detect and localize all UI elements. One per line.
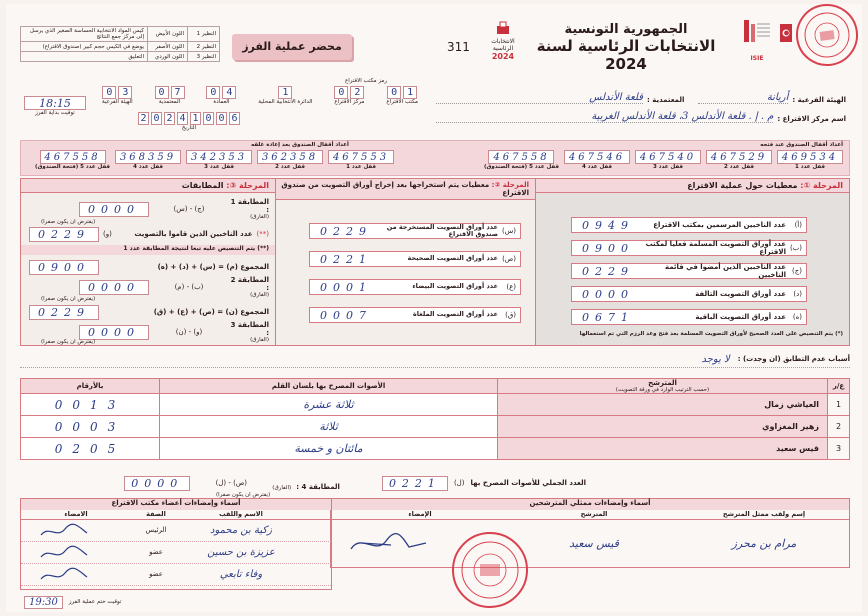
lock-value: 342353 [186, 150, 252, 164]
candidate-name: العياشي زمال [498, 394, 828, 416]
col-words: الأصوات المصرح بها بلسان القلم [160, 379, 498, 394]
lock-group [706, 150, 772, 170]
total-label: العدد الجملي للأصوات المصرح بها [470, 478, 586, 487]
legend-row [21, 27, 220, 42]
date-digit: 0 [216, 112, 227, 125]
stage1-item-key: (ه) [792, 312, 802, 321]
legend-row [21, 52, 220, 62]
start-time-value: 18:15 [24, 96, 86, 110]
total-key: (ل) [453, 478, 465, 487]
lock-value: 469534 [777, 150, 843, 164]
code-digit: 3 [118, 86, 132, 99]
lock-label: قفل عدد 3 [653, 164, 683, 170]
legend-color: اللون الوردي [148, 52, 188, 62]
code-digits [387, 86, 417, 99]
legend-desc: التعليق [21, 52, 148, 62]
member-signature [21, 521, 131, 541]
stage1-item-key: (أ) [794, 220, 802, 229]
end-time-block [24, 596, 184, 609]
delegation-value: قلعة الأندلس [436, 92, 643, 104]
stage2-panel [274, 178, 536, 346]
date-digit: 6 [229, 112, 240, 125]
match1-row [29, 199, 269, 219]
match1-value: 0000 [79, 202, 149, 217]
date-digit: 0 [151, 112, 162, 125]
legend-desc: كيس المواد الانتخابية الحساسة الصغير الذي يرسل إلى مركز جمع النتائج [21, 27, 148, 42]
legend-key: النظير 3 [188, 52, 220, 62]
match2-formula: (ب) - (م) [174, 282, 204, 291]
stage2-item [309, 279, 521, 295]
member-role: عضو [149, 548, 163, 557]
code-label: المعتمدية [158, 99, 181, 105]
locks-reopen-row [35, 150, 394, 170]
members-col-sig: الامضاء [64, 510, 88, 518]
header-titles [526, 22, 726, 73]
candidate-row [21, 438, 850, 460]
match2-note: (يفترض ان يكون صفرا) [41, 296, 96, 302]
legend-desc: يوضع في الكيس حجم كبير (صندوق الاقتراع) [21, 42, 148, 52]
signature-icon [21, 543, 121, 563]
official-stamp-bottom [452, 532, 528, 608]
code-group [102, 86, 133, 110]
stage2-item-label: عدد أوراق التصويت البيضاء [412, 282, 498, 291]
candidate-row [21, 416, 850, 438]
stage2-item-label: عدد أوراق التصويت الملغاة [412, 310, 498, 319]
code-label: الدائرة الانتخابية المحلية [258, 99, 313, 105]
match1-label: المطابقة 1 : [230, 197, 269, 214]
stage2-item-label: عدد أوراق التصويت الصحيحة [407, 254, 498, 263]
match4-value: 0000 [124, 476, 190, 491]
code-digit: 7 [171, 86, 185, 99]
candidate-num: 1 [828, 394, 850, 416]
lock-value: 362358 [257, 150, 323, 164]
stage1-item [571, 240, 807, 256]
stage3-number: المرحلة ③: [226, 181, 269, 190]
stage1-note: (*) يتم التنصيص على العدد الصحيح لأوراق التصويت المسلمة بعد فتح وعد الرزم التي تم استعمالها [579, 331, 843, 337]
code-label: العمادة [213, 99, 230, 105]
code-digit: 2 [350, 86, 364, 99]
tally-report-form [6, 4, 862, 612]
stage1-item-label: عدد أوراق التصويت المسلمة فعليا لمكتب الاقتراع [645, 239, 786, 256]
legend-key: النظير 2 [188, 42, 220, 52]
lock-value: 467529 [706, 150, 772, 164]
isie-emblem-icon [742, 18, 772, 52]
match3-note: (يفترض ان يكون صفرا) [41, 339, 96, 345]
start-time-label: توقيت بداية الفرز [35, 110, 75, 116]
legend-color: اللون الأصفر [148, 42, 188, 52]
stage2-item-value: 0229 [320, 224, 372, 238]
code-digit: 0 [334, 86, 348, 99]
stage1-number: المرحلة ①: [800, 181, 843, 190]
lock-label: قفل عدد 5 (فتحة الصندوق) [35, 164, 111, 170]
candidate-name: قيس سعيد [498, 438, 828, 460]
code-group [258, 86, 312, 110]
stage2-item-value: 0001 [320, 280, 372, 294]
stage1-item [571, 286, 807, 302]
stage1-item-value: 0229 [582, 264, 634, 278]
candidate-words: ثلاثة عشرة [160, 394, 498, 416]
match4-note: (يفترض ان يكون صفرا) [216, 492, 271, 498]
locks-open-title: أعداد أقفال الصندوق عند فتحه [760, 142, 843, 148]
voters-key: (و) [103, 229, 112, 238]
stage2-number: المرحلة ②: [491, 181, 529, 189]
date-digit: 2 [164, 112, 175, 125]
delegation-label: المعتمدية : [647, 95, 685, 104]
logo-text: الانتخابات الرئاسية [491, 38, 515, 52]
col-candidate [498, 379, 828, 394]
isie-logo [742, 18, 772, 62]
sum-m-value: 0900 [29, 260, 99, 275]
col-candidate-sub: (حسب الترتيب الوارد في ورقة التصويت) [615, 387, 710, 393]
member-signature [21, 565, 131, 585]
lock-group [777, 150, 843, 170]
stage1-item [571, 263, 807, 279]
legend-color: اللون الأبيض [148, 27, 188, 42]
lock-group [484, 150, 559, 170]
lock-label: قفل عدد 2 [724, 164, 754, 170]
stage1-item-value: 0000 [582, 287, 634, 301]
stage2-item-value: 0221 [320, 252, 372, 266]
stage1-item-key: (د) [793, 289, 802, 298]
member-row [21, 542, 331, 564]
candidate-num: 2 [828, 416, 850, 438]
match4-formula: (ص) - (ل) [215, 478, 248, 487]
match1-sub: (الفارق) [250, 214, 269, 221]
members-rows [21, 520, 331, 586]
lock-label: قفل عدد 4 [133, 164, 163, 170]
total-value: 0221 [382, 476, 448, 491]
stage1-item-label: عدد أوراق التصويت التالفة [695, 289, 786, 298]
reps-col-name: إسم ولقب ممثل المترشح [722, 510, 806, 518]
candidate-digits: 0003 [21, 416, 160, 438]
code-digit: 0 [102, 86, 116, 99]
members-col-name: الاسم واللقب [219, 510, 263, 518]
sum-n-label: المجموع (ن) = (ص) + (ع) + (ق) [153, 307, 269, 316]
member-role: عضو [149, 570, 163, 579]
code-digit: 1 [278, 86, 292, 99]
stage3-panel [20, 178, 276, 346]
total-row [26, 474, 586, 492]
code-label: مركز الاقتراع [334, 99, 365, 105]
codes-title: رمز مكتب الاقتراع [345, 78, 387, 84]
rep-candidate: قيس سعيد [569, 536, 619, 550]
voters-value: 0229 [29, 227, 99, 242]
candidate-num: 3 [828, 438, 850, 460]
official-stamp-top [792, 0, 862, 70]
stage3-title: المطابقات [181, 181, 224, 190]
code-digits [278, 86, 292, 99]
stage2-item [309, 223, 521, 239]
lock-group [257, 150, 323, 170]
stage1-item-key: (ج) [792, 266, 802, 275]
center-label: اسم مركز الاقتراع : [777, 114, 846, 123]
reps-col-cand: المترشح [580, 510, 608, 518]
match2-sub: (الفارق) [250, 292, 269, 299]
form-title: محضر عملية الفرز [232, 34, 352, 60]
candidate-name: زهير المغزاوي [498, 416, 828, 438]
match2-label: المطابقة 2 : [230, 275, 269, 292]
lock-label: قفل عدد 4 [582, 164, 612, 170]
mismatch-row [20, 352, 850, 368]
voters-row [29, 225, 269, 243]
code-group [155, 86, 185, 110]
date-digit: 1 [190, 112, 201, 125]
lock-label: قفل عدد 1 [346, 164, 376, 170]
stage1-item-label: عدد أوراق التصويت الباقية [695, 312, 786, 321]
code-digits [155, 86, 185, 99]
stage2-item [309, 307, 521, 323]
voters-label: عدد الناخبين الذين قاموا بالتصويت [134, 229, 253, 238]
col-digits: بالأرقام [21, 379, 160, 394]
isie-label: ISIE [750, 55, 764, 62]
date-block [138, 112, 240, 131]
tunisia-flag-icon [780, 24, 792, 42]
match3-value: 0000 [79, 325, 149, 340]
code-group [206, 86, 236, 110]
date-digit: 0 [203, 112, 214, 125]
member-signature [21, 543, 131, 563]
lock-group [635, 150, 701, 170]
stage3-header [21, 179, 275, 193]
rep-name: مرام بن محرز [731, 536, 797, 550]
code-digit: 0 [206, 86, 220, 99]
match3-sub: (الفارق) [250, 337, 269, 344]
date-digit: 4 [177, 112, 188, 125]
stage1-item-value: 0671 [582, 310, 634, 324]
lock-value: 467558 [40, 150, 106, 164]
info-lines [436, 90, 846, 123]
stage2-item-key: (ص) [502, 254, 516, 263]
stage2-item-label: عدد أوراق التصويت المستخرجة من صندوق الاقتراع [386, 222, 498, 238]
stage1-item [571, 217, 807, 233]
col-candidate-title: المترشح [648, 379, 677, 387]
stage1-item-label: عدد الناخبين المرسمين بمكتب الاقتراع [653, 220, 786, 229]
end-time-value: 19:30 [24, 596, 63, 609]
code-digit: 1 [403, 86, 417, 99]
code-digit: 0 [155, 86, 169, 99]
stage2-header [275, 179, 535, 200]
code-digit: 4 [222, 86, 236, 99]
member-row [21, 564, 331, 586]
stamp-seal-icon [454, 534, 526, 606]
signature-icon [21, 521, 121, 541]
match1-note: (يفترض ان يكون صفرا) [41, 219, 96, 225]
reps-title: أسماء وإمضاءات ممثلي المترشحين [331, 499, 849, 510]
ballot-box-icon [496, 21, 510, 35]
match4-sub: (الفارق) [272, 484, 292, 491]
stage1-item-key: (ب) [789, 243, 802, 252]
stage1-item-label: عدد الناخبين الذين أمضوا في قائمة الناخبين [664, 262, 786, 279]
mismatch-value: لا يوجد [701, 354, 730, 365]
candidate-digits: 0013 [21, 394, 160, 416]
members-panel [20, 498, 332, 590]
candidates-table [20, 378, 850, 460]
code-group [386, 86, 418, 110]
locks-open-row [484, 150, 843, 170]
lock-group [186, 150, 252, 170]
stage1-item-value: 0900 [582, 241, 634, 255]
copies-legend [20, 26, 220, 62]
election-title: الانتخابات الرئاسية لسنة 2024 [536, 37, 716, 73]
stamp-seal-icon [794, 2, 860, 68]
locks-band [20, 140, 850, 176]
logo-year: 2024 [491, 52, 515, 62]
codes-row [102, 86, 418, 110]
stage1-panel [534, 178, 850, 346]
stage1-header [535, 179, 849, 193]
members-title: أسماء وإمضاءات أعضاء مكتب الاقتراع [21, 499, 331, 510]
member-role: الرئيس [145, 526, 167, 535]
lock-group [115, 150, 181, 170]
election-logo [484, 20, 522, 62]
subbody-label: الهيئة الفرعية : [792, 95, 846, 104]
sum-m-row [29, 259, 269, 275]
lock-label: قفل عدد 1 [795, 164, 825, 170]
reps-panel [330, 498, 850, 568]
legend-key: النظير 1 [188, 27, 220, 42]
match3-label: المطابقة 3 : [230, 320, 269, 337]
lock-label: قفل عدد 5 (فتحة الصندوق) [483, 164, 559, 170]
member-name: عزيزة بن حسين [207, 547, 275, 558]
code-digits [102, 86, 132, 99]
center-value: م . إ . قلعة الأندلس 3، قلعة الأندلس الغربية [436, 111, 773, 123]
member-name: زكية بن محمود [210, 525, 272, 536]
sum-n-value: 0229 [29, 305, 99, 320]
code-digits [206, 86, 236, 99]
code-label: مكتب الاقتراع [386, 99, 418, 105]
date-digit: 2 [138, 112, 149, 125]
candidate-row [21, 394, 850, 416]
lock-value: 467553 [328, 150, 394, 164]
republic-title: الجمهورية التونسية [564, 22, 688, 37]
end-time-label: توقيت ختم عملية الفرز [68, 599, 122, 606]
stage1-title: معطيات حول عملية الاقتراع [687, 181, 798, 190]
candidate-words: مائتان و خمسة [160, 438, 498, 460]
locks-reopen-title: أعداد أقفال الصندوق بعد إعادة غلقه [251, 142, 349, 148]
lock-value: 368359 [115, 150, 181, 164]
reps-col-sig: الإمضاء [408, 510, 432, 518]
stage3-footnote: (**) يتم التنصيص عليه تبعا لنتيجة المطابقة عدد 1 [21, 245, 275, 255]
date-digits [138, 112, 240, 125]
start-time-block [24, 96, 86, 116]
lock-value: 467558 [488, 150, 554, 164]
match2-value: 0000 [79, 280, 149, 295]
legend-row [21, 42, 220, 52]
match4-label: المطابقة 4 : [296, 482, 340, 491]
tunisia-emblem [780, 24, 792, 42]
col-num: ع/ر [828, 379, 850, 394]
match1-formula: (ج) - (س) [173, 204, 205, 213]
sum-n-row [29, 304, 269, 320]
lock-group [564, 150, 630, 170]
mismatch-label: أسباب عدم التطابق (ان وجدت) : [737, 355, 850, 364]
lock-group [35, 150, 110, 170]
match3-formula: (و) - (ن) [175, 327, 203, 336]
members-col-role: الصفة [146, 510, 166, 518]
stage2-item-value: 0007 [320, 308, 372, 322]
sum-m-label: المجموع (م) = (س) + (د) + (ه) [157, 262, 269, 271]
lock-label: قفل عدد 2 [275, 164, 305, 170]
lock-value: 467546 [564, 150, 630, 164]
candidate-words: ثلاثة [160, 416, 498, 438]
member-row [21, 520, 331, 542]
voters-note-mark: (**) [256, 229, 269, 238]
stage2-item-key: (ق) [505, 310, 516, 319]
stage2-title: معطيات يتم استخراجها بعد إخراج أوراق التصويت من صندوق الاقتراع [281, 181, 529, 197]
date-label: التاريخ [181, 125, 197, 131]
stage2-item-key: (ع) [506, 282, 516, 291]
stage1-item [571, 309, 807, 325]
member-name: وفاء تابعي [219, 569, 263, 580]
lock-label: قفل عدد 3 [204, 164, 234, 170]
subbody-value: أريانة [698, 92, 788, 104]
code-label: الهيئة الفرعية [102, 99, 133, 105]
candidate-digits: 0205 [21, 438, 160, 460]
code-digit: 0 [387, 86, 401, 99]
code-digits [334, 86, 364, 99]
stage2-item-key: (س) [501, 226, 516, 235]
code-group [334, 86, 364, 110]
lock-value: 467540 [635, 150, 701, 164]
stage1-item-value: 0949 [582, 218, 634, 232]
stage2-item [309, 251, 521, 267]
signature-icon [21, 565, 121, 585]
form-number: 311 [447, 40, 470, 54]
lock-group [328, 150, 394, 170]
